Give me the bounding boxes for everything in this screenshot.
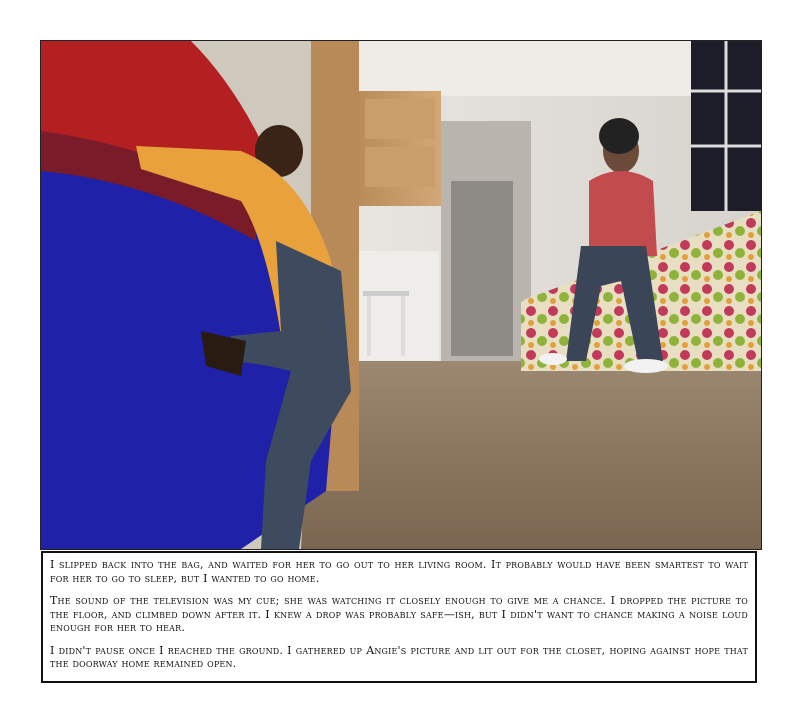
caption-paragraph-3: I didn't pause once I reached the ground. I gathered up Angie's picture and lit out for the closet, hoping against hope that the doorway home remained open.	[50, 643, 748, 670]
comic-panel	[40, 40, 762, 550]
caption-paragraph-1: I slipped back into the bag, and waited for her to go out to her living room. It probably would have been smartest to wait for her to go to sleep, but I wanted to go home.	[50, 558, 748, 585]
room-scene-illustration	[41, 41, 761, 549]
narration-caption-box	[41, 551, 757, 683]
caption-paragraph-2: The sound of the television was my cue; she was watching it closely enough to give me a chance. I dropped the picture to the floor, and climbed down after it. I knew a drop was probably safe—ish, but I didn't want to chance making a noise loud enough for her to hear.	[50, 594, 748, 634]
